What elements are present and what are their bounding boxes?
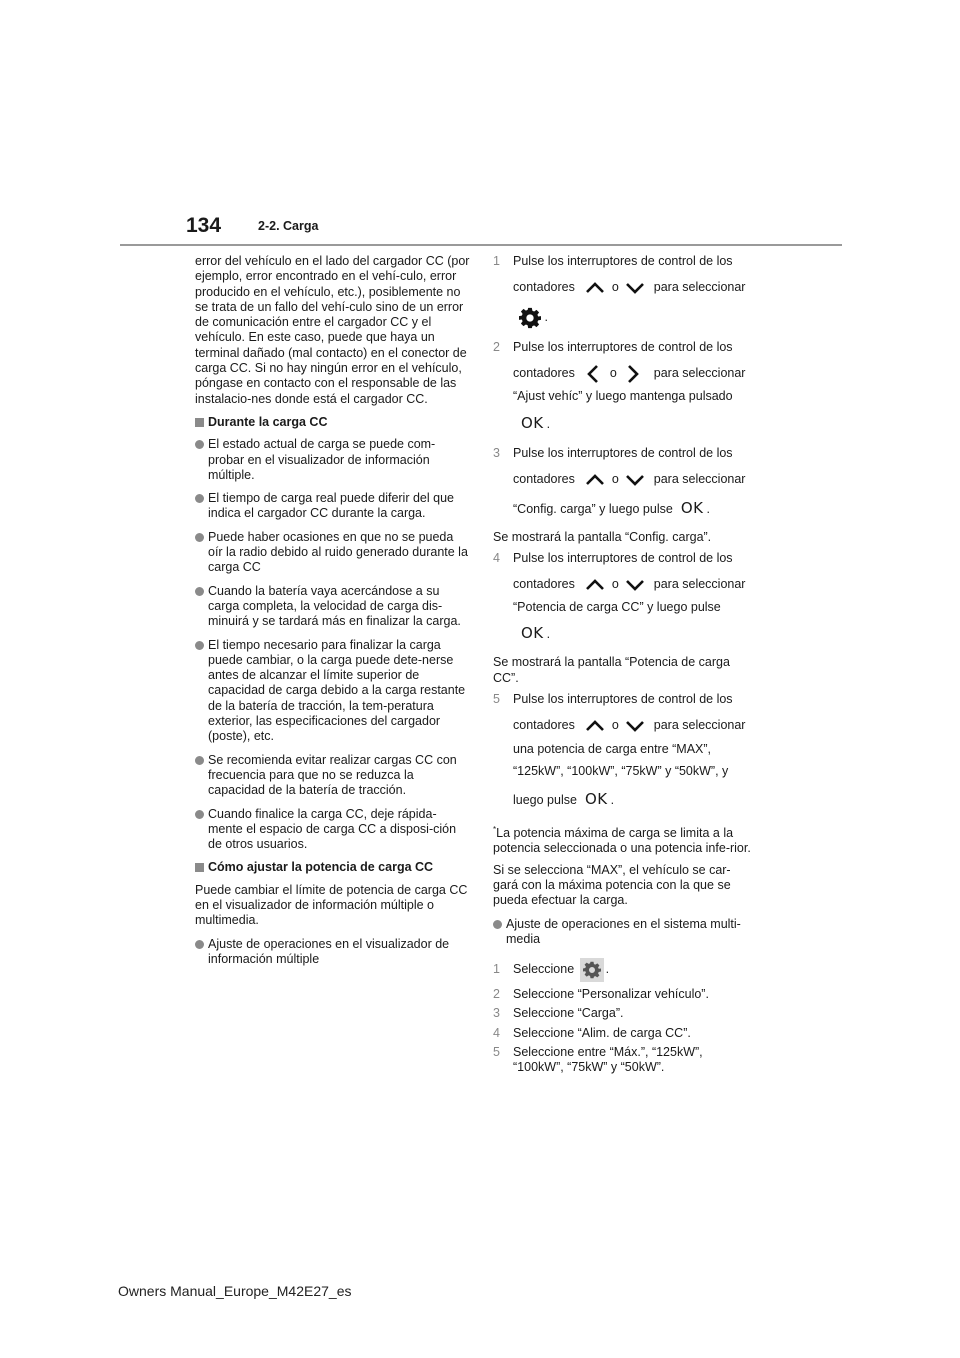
step-3: 3 Pulse los interruptores de control de los contadores o para seleccionar “Config. carga” y luego pulse OK . (493, 446, 746, 517)
page-number: 134 (186, 214, 222, 237)
heading-during-dc-charge: Durante la carga CC (195, 415, 471, 430)
chevron-down-icon (624, 719, 646, 733)
bullet-icon (195, 641, 204, 650)
chevron-down-icon (624, 281, 646, 295)
bullet-icon (195, 756, 204, 765)
mm-step-5: 5 Seleccione entre “Máx.”, “125kW”, “100kW”, “75kW” y “50kW”. (493, 1045, 703, 1075)
list-item: Puede haber ocasiones en que no se pueda oír la radio debido al ruido generado durante la carga CC (195, 530, 471, 576)
bullet-icon (493, 920, 502, 929)
bullet-icon (195, 587, 204, 596)
list-item: El estado actual de carga se puede com-probar en el visualizador de información múltiple. (195, 437, 471, 483)
step-number: 1 (493, 254, 500, 268)
ok-icon: OK (584, 789, 608, 808)
gear-icon (580, 958, 604, 982)
ok-icon: OK (680, 499, 704, 517)
chevron-down-icon (624, 473, 646, 487)
step-number: 3 (493, 446, 500, 460)
list-item: Cuando finalice la carga CC, deje rápida-mente el espacio de carga CC a disposi-ción de otros usuarios. (195, 807, 471, 853)
chevron-left-icon (586, 363, 600, 385)
gear-icon (519, 307, 541, 329)
list-item: Se recomienda evitar realizar cargas CC con frecuencia para que no se reduzca la capacidad de la batería de tracción. (195, 753, 471, 799)
header-divider (120, 244, 842, 246)
step-number: 5 (493, 691, 500, 706)
mm-step-3: 3 Seleccione “Carga”. (493, 1006, 624, 1021)
adjust-paragraph: Puede cambiar el límite de potencia de carga CC en el visualizador de información múltiple o multimedia. (195, 882, 468, 928)
step-1: 1 Pulse los interruptores de control de los contadores o para seleccionar . (493, 254, 755, 334)
footer-doc-id: Owners Manual_Europe_M42E27_es (118, 1283, 352, 1299)
ok-icon: OK (521, 414, 544, 432)
step-4: 4 Pulse los interruptores de control de los contadores o para seleccionar “Potencia de carga CC” y luego pulse OK . (493, 551, 746, 643)
list-item: El tiempo de carga real puede diferir del que indica el cargador CC durante la carga. (195, 491, 471, 522)
bullet-icon (195, 810, 204, 819)
mm-step-2: 2 Seleccione “Personalizar vehículo”. (493, 987, 709, 1002)
list-item: Ajuste de operaciones en el sistema multi-media (493, 917, 755, 948)
mm-step-4: 4 Seleccione “Alim. de carga CC”. (493, 1025, 691, 1040)
step-number: 4 (493, 551, 500, 566)
chevron-right-icon (626, 363, 640, 385)
mm-step-1: 1 Seleccione . (493, 955, 755, 983)
heading-adjust-dc-power: Cómo ajustar la potencia de carga CC (195, 860, 471, 875)
chevron-up-icon (584, 281, 606, 295)
ok-icon: OK (521, 624, 544, 643)
max-select-note: Si se selecciona “MAX”, el vehículo se car-gará con la máxima potencia con la que se pueda efectuar la carga. (493, 862, 731, 908)
step-5: 5 Pulse los interruptores de control de los contadores o para seleccionar una potencia de carga entre “MAX”, “125kW”, “100kW”, “75kW” y “50kW”, y luego pulse OK . (493, 691, 746, 808)
chevron-up-icon (584, 578, 606, 592)
list-item: Cuando la batería vaya acercándose a su carga completa, la velocidad de carga dis-minuirá y se tardará más en finalizar la carga. (195, 584, 471, 630)
max-power-note: *La potencia máxima de carga se limita a la potencia seleccionada o una potencia infe-rior. (493, 824, 751, 856)
bullet-icon (195, 440, 204, 449)
step-2: 2 Pulse los interruptores de control de los contadores o para seleccionar “Ajust vehíc” y luego mantenga pulsado OK . (493, 340, 746, 432)
config-carga-note: Se mostrará la pantalla “Config. carga”. (493, 530, 712, 544)
step-number: 2 (493, 340, 500, 354)
left-column (195, 254, 471, 975)
chevron-up-icon (584, 473, 606, 487)
chevron-up-icon (584, 719, 606, 733)
bullet-icon (195, 940, 204, 949)
bullet-icon (195, 494, 204, 503)
right-column (493, 254, 755, 1080)
section-title: 2-2. Carga (258, 219, 319, 233)
power-screen-note: Se mostrará la pantalla “Potencia de carga CC”. (493, 655, 730, 685)
intro-paragraph: error del vehículo en el lado del cargador CC (por ejemplo, error encontrado en el vehí-culo, error producido en el vehículo, etc.), posiblemente no se trata de un fallo del vehí-culo sino de un error de comunicación entre el cargador CC y el vehículo. En este caso, puede que haya un terminal dañado (mal contacto) en el conector de carga CC. Si no hay ningún error en el vehículo, póngase en contacto con el responsable de las instalacio-nes donde está el cargador CC. (195, 254, 470, 406)
chevron-down-icon (624, 578, 646, 592)
list-item: Ajuste de operaciones en el visualizador de información múltiple (195, 937, 471, 968)
bullet-icon (195, 533, 204, 542)
list-item: El tiempo necesario para finalizar la carga puede cambiar, o la carga puede dete-nerse antes de alcanzar el límite superior de capacidad de carga debido a la carga restante de la batería de tracción, la tem-peratura exterior, las especificaciones del cargador (poste), etc. (195, 638, 471, 745)
